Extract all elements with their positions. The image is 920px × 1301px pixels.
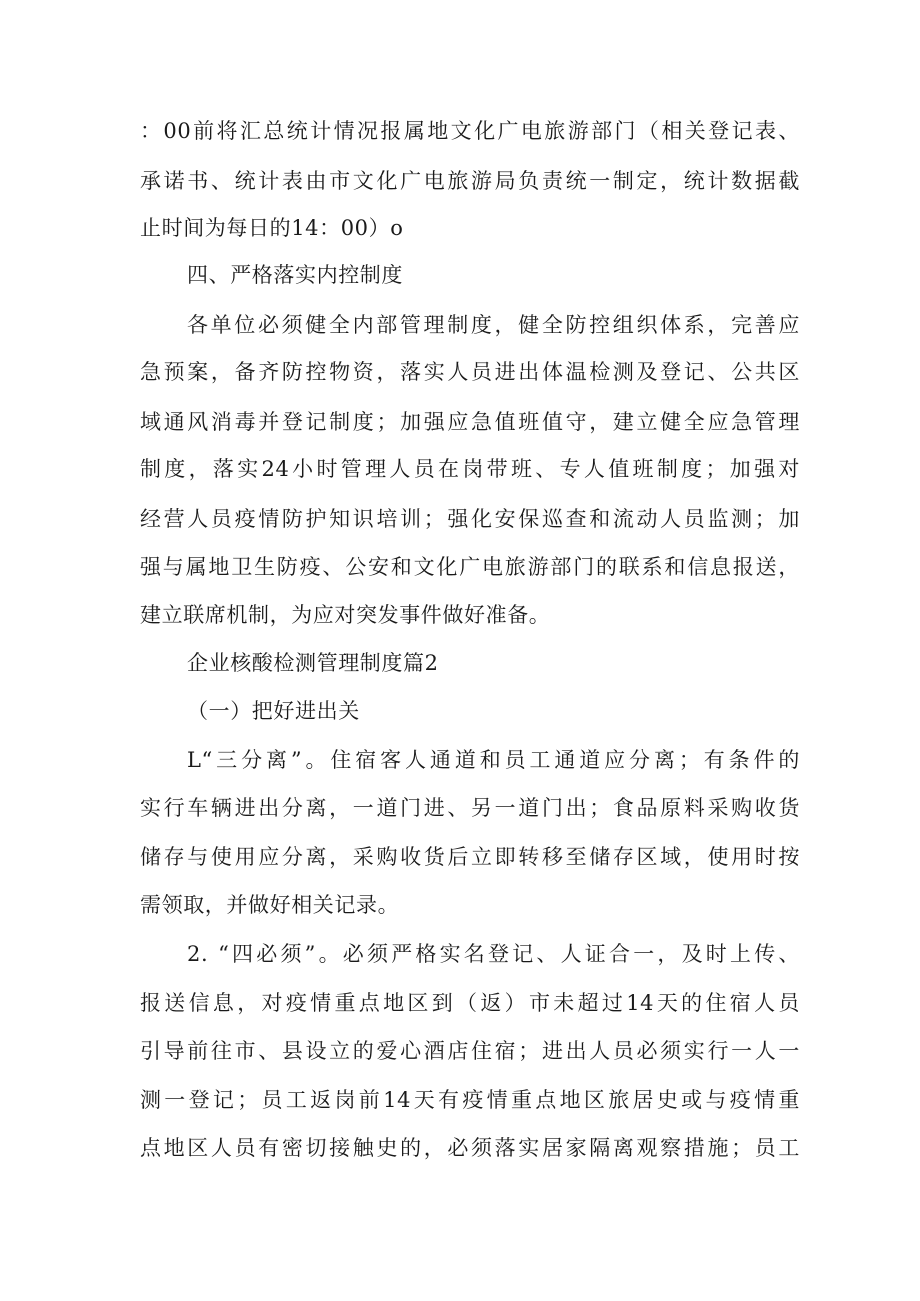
- text-line: 报送信息，对疫情重点地区到（返）市未超过14天的住宿人员: [140, 991, 800, 1015]
- text-line: 引导前往市、县设立的爱心酒店住宿；进出人员必须实行一人一: [140, 1039, 800, 1063]
- text-line: 强与属地卫生防疫、公安和文化广电旅游部门的联系和信息报送，: [140, 555, 800, 579]
- text-line: 域通风消毒并登记制度；加强应急值班值守，建立健全应急管理: [140, 410, 800, 434]
- text-line: 各单位必须健全内部管理制度，健全防控组织体系，完善应: [187, 313, 800, 337]
- article-heading: 企业核酸检测管理制度篇2: [187, 651, 439, 675]
- text-line: 测一登记；员工返岗前14天有疫情重点地区旅居史或与疫情重: [140, 1088, 800, 1112]
- text-line: L“三分离”。住宿客人通道和员工通道应分离；有条件的: [187, 748, 800, 772]
- text-line: 经营人员疫情防护知识培训；强化安保巡查和流动人员监测；加: [140, 507, 800, 531]
- text-line: 急预案，备齐防控物资，落实人员进出体温检测及登记、公共区: [140, 360, 800, 384]
- text-line: 止时间为每日的14：00）o: [140, 216, 404, 240]
- text-line: ：00前将汇总统计情况报属地文化广电旅游部门（相关登记表、: [140, 119, 800, 143]
- text-line: 需领取，并做好相关记录。: [140, 893, 400, 917]
- text-line: 储存与使用应分离，采购收货后立即转移至储存区域，使用时按: [140, 845, 800, 869]
- text-line: 实行车辆进出分离，一道门进、另一道门出；食品原料采购收货: [140, 796, 800, 820]
- text-line: 制度，落实24小时管理人员在岗带班、专人值班制度；加强对: [140, 457, 800, 481]
- text-line: 承诺书、统计表由市文化广电旅游局负责统一制定，统计数据截: [140, 169, 800, 193]
- text-line: 建立联席机制，为应对突发事件做好准备。: [140, 603, 551, 627]
- section-heading: 四、严格落实内控制度: [187, 263, 403, 287]
- text-line: 2. “四必须”。必须严格实名登记、人证合一，及时上传、: [187, 942, 800, 966]
- text-line: 点地区人员有密切接触史的，必须落实居家隔离观察措施；员工: [140, 1136, 800, 1160]
- subsection-heading: （一）把好进出关: [187, 699, 360, 723]
